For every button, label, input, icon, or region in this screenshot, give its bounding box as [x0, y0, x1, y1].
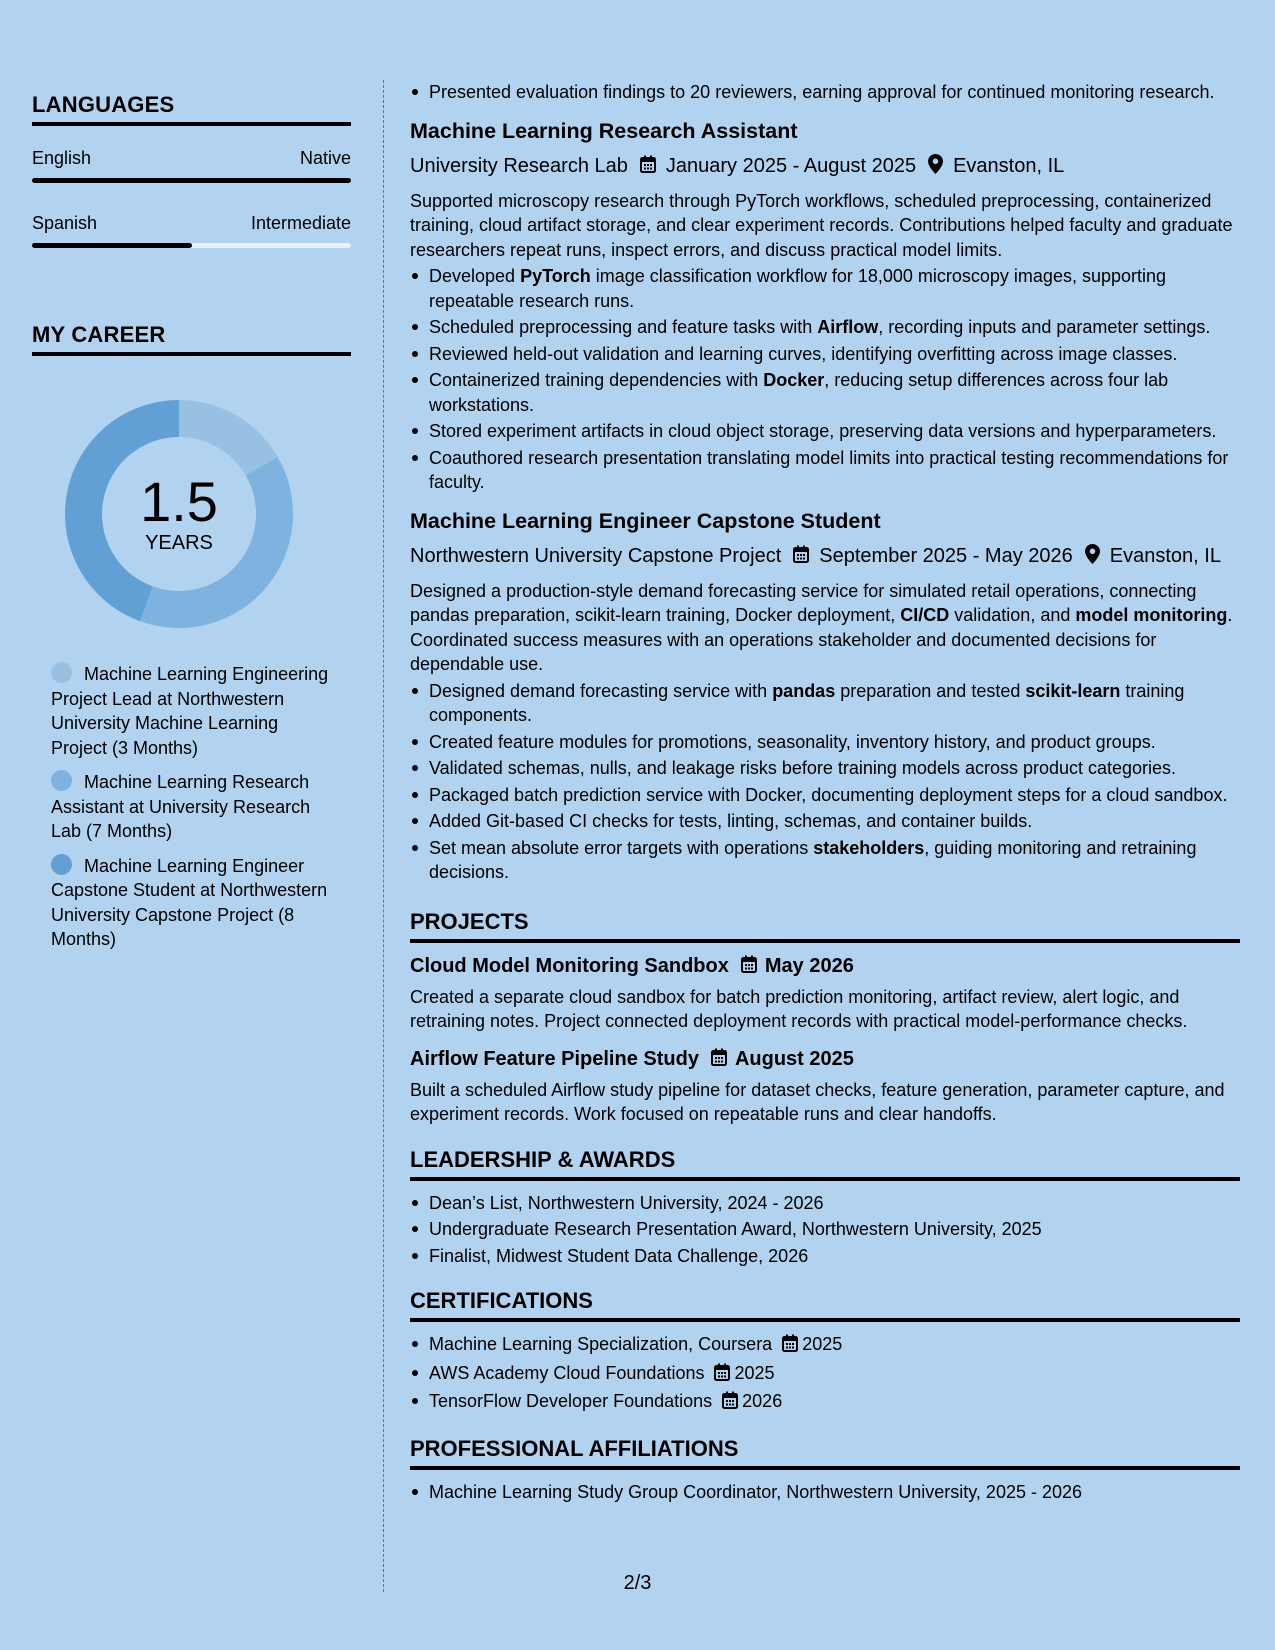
bold-text: stakeholders: [813, 837, 925, 858]
legend-color-dot: [51, 662, 72, 683]
job-bullets: [410, 679, 1240, 885]
award-item: Undergraduate Research Presentation Award, Northwestern University, 2025: [410, 1217, 1240, 1242]
donut-center: [65, 470, 293, 555]
career-total-value: 1.5: [140, 470, 218, 533]
main-column: [410, 80, 1240, 1506]
text-run: Containerized training dependencies with: [429, 370, 764, 390]
bullet-item: [410, 264, 1240, 313]
legend-label: Machine Learning Engineer Capstone Student at Northwestern University Capstone Project (8 Months): [51, 855, 328, 949]
page-number: 2/3: [623, 1572, 652, 1594]
job-dates: January 2025 - August 2025: [665, 155, 917, 177]
certification-item: [410, 1361, 1240, 1388]
certifications-heading: CERTIFICATIONS: [410, 1288, 1240, 1322]
bold-text: pandas: [772, 680, 836, 701]
awards-list: [410, 1191, 1240, 1269]
calendar-icon: [741, 955, 757, 979]
affiliation-item: Machine Learning Study Group Coordinator, Northwestern University, 2025 - 2026: [410, 1480, 1240, 1505]
project-title: Airflow Feature Pipeline Study: [410, 1048, 699, 1070]
bold-text: Airflow: [817, 317, 879, 337]
legend-label: Machine Learning Engineering Project Lead at Northwestern University Machine Learning Project (3 Months): [51, 664, 329, 758]
job-organization: Northwestern University Capstone Project: [410, 545, 782, 567]
text-run: Packaged batch prediction service with Docker, documenting deployment steps for a cloud sandbox.: [429, 784, 1228, 805]
bullet-item: [410, 730, 1240, 755]
job-summary: [410, 189, 1240, 263]
bullet-item: [410, 679, 1240, 728]
career-donut-segment: [179, 400, 278, 476]
job-title: Machine Learning Research Assistant: [410, 118, 798, 143]
job-entry: [410, 509, 1240, 885]
text-run: Created feature modules for promotions, seasonality, inventory history, and product groups.: [429, 731, 1156, 752]
certifications-list: [410, 1332, 1240, 1416]
bold-text: CI/CD: [900, 605, 950, 625]
language-row: [32, 213, 351, 234]
project-description: Created a separate cloud sandbox for batch prediction monitoring, artifact review, alert logic, and retraining notes. Project connected deployment records with practical model-performance checks.: [410, 986, 1188, 1031]
text-run: training components.: [429, 680, 1185, 725]
job-organization: University Research Lab: [410, 155, 628, 177]
text-run: Developed: [429, 266, 521, 286]
certification-year: 2025: [734, 1362, 775, 1383]
career-heading: MY CAREER: [32, 322, 351, 356]
text-run: , reducing setup differences across four lab workstations.: [429, 370, 1169, 415]
certification-name: AWS Academy Cloud Foundations: [429, 1362, 705, 1383]
language-level: Native: [299, 148, 351, 168]
projects-heading: PROJECTS: [410, 909, 1240, 943]
certification-year: 2025: [802, 1334, 843, 1354]
text-run: , recording inputs and parameter settings.: [878, 317, 1211, 337]
career-total-unit: YEARS: [145, 532, 213, 554]
calendar-icon: [640, 155, 656, 179]
career-legend-item: [51, 854, 331, 952]
project-title-row: [410, 955, 1240, 979]
bold-text: model monitoring: [1075, 605, 1228, 625]
calendar-icon: [782, 1334, 798, 1359]
award-item: Finalist, Midwest Student Data Challenge, 2026: [410, 1244, 1240, 1269]
text-run: image classification workflow for 18,000 microscopy images, supporting repeatable research runs.: [429, 266, 1167, 311]
affiliations-heading: PROFESSIONAL AFFILIATIONS: [410, 1436, 1240, 1470]
bullet-item: [410, 756, 1240, 781]
bullet-item: Presented evaluation findings to 20 reviewers, earning approval for continued monitoring research.: [410, 80, 1240, 105]
job-location: Evanston, IL: [953, 155, 1065, 177]
project-date: August 2025: [734, 1048, 854, 1070]
text-run: Stored experiment artifacts in cloud object storage, preserving data versions and hyperparameters.: [429, 421, 1217, 441]
text-run: validation, and: [949, 605, 1076, 625]
legend-label: Machine Learning Research Assistant at University Research Lab (7 Months): [51, 772, 311, 841]
text-run: , guiding monitoring and retraining decisions.: [429, 837, 1197, 882]
projects-list: [410, 955, 1240, 1127]
job-summary: [410, 579, 1240, 677]
certification-name: Machine Learning Specialization, Coursera: [429, 1334, 773, 1354]
bullet-item: [410, 836, 1240, 885]
bullet-item: [410, 315, 1240, 340]
legend-color-dot: [51, 770, 72, 791]
calendar-icon: [793, 545, 809, 569]
bullet-item: [410, 783, 1240, 808]
experience-list: [410, 119, 1240, 885]
career-legend-item: [51, 770, 331, 844]
job-meta: [410, 154, 1240, 180]
column-divider: [383, 80, 384, 1592]
language-name: Spanish: [32, 213, 98, 233]
award-item: Dean’s List, Northwestern University, 2024 - 2026: [410, 1191, 1240, 1216]
calendar-icon: [714, 1363, 730, 1388]
sidebar: [32, 92, 351, 962]
text-run: Reviewed held-out validation and learning curves, identifying overfitting across image classes.: [429, 343, 1178, 364]
bullet-item: [410, 809, 1240, 834]
career-legend-item: [51, 662, 331, 760]
text-run: Designed demand forecasting service with: [429, 680, 773, 701]
bold-text: scikit-learn: [1025, 680, 1121, 701]
project-title: Cloud Model Monitoring Sandbox: [410, 955, 729, 977]
text-run: Designed a production-style demand forecasting service for simulated retail operations, connecting pandas preparation, scikit-learn training, Docker deployment,: [410, 580, 1197, 625]
calendar-icon: [722, 1391, 738, 1416]
languages-heading: LANGUAGES: [32, 92, 351, 126]
language-name: English: [32, 148, 92, 168]
job-dates: September 2025 - May 2026: [819, 545, 1073, 567]
language-proficiency-bar: [32, 243, 351, 248]
job-meta: [410, 544, 1240, 570]
career-legend: [51, 662, 331, 952]
text-run: Added Git-based CI checks for tests, linting, schemas, and container builds.: [429, 811, 1033, 831]
map-pin-icon: [928, 154, 943, 180]
project-description: Built a scheduled Airflow study pipeline for dataset checks, feature generation, parameter capture, and experiment records. Work focused on repeatable runs and clear handoffs.: [410, 1079, 1225, 1124]
text-run: Scheduled preprocessing and feature tasks with: [429, 317, 818, 337]
certification-name: TensorFlow Developer Foundations: [429, 1391, 713, 1411]
text-run: Coauthored research presentation translating model limits into practical testing recommendations for faculty.: [429, 447, 1229, 492]
text-run: Supported microscopy research through PyTorch workflows, scheduled preprocessing, containerized training, cloud artifact storage, and clear experiment records. Contributions helped faculty and graduate researchers repeat runs, inspect errors, and discuss practical model limits.: [410, 190, 1233, 260]
bullet-item: [410, 419, 1240, 444]
bold-text: Docker: [763, 370, 825, 390]
languages-list: [32, 148, 351, 248]
job-title: Machine Learning Engineer Capstone Student: [410, 508, 881, 533]
affiliations-list: [410, 1480, 1240, 1505]
language-level: Intermediate: [250, 213, 351, 233]
legend-color-dot: [51, 854, 72, 875]
project-title-row: [410, 1048, 1240, 1072]
certification-item: [410, 1332, 1240, 1359]
map-pin-icon: [1085, 544, 1100, 570]
bold-text: PyTorch: [520, 266, 591, 286]
text-run: preparation and tested: [835, 680, 1026, 701]
continued-bullets: [410, 80, 1240, 105]
awards-heading: LEADERSHIP & AWARDS: [410, 1147, 1240, 1181]
language-row: [32, 148, 351, 169]
text-run: . Coordinated success measures with an operations stakeholder and documented decisions for dependable use.: [410, 605, 1233, 674]
job-location: Evanston, IL: [1109, 545, 1221, 567]
bullet-item: [410, 342, 1240, 367]
language-proficiency-bar: [32, 178, 351, 183]
project-date: May 2026: [764, 955, 854, 977]
career-donut-chart: [65, 400, 293, 628]
certification-year: 2026: [742, 1391, 783, 1411]
text-run: Validated schemas, nulls, and leakage risks before training models across product categories.: [429, 758, 1177, 778]
certification-item: [410, 1389, 1240, 1416]
job-entry: [410, 119, 1240, 495]
bullet-item: [410, 368, 1240, 417]
text-run: Set mean absolute error targets with operations: [429, 837, 814, 858]
language-proficiency-fill: [32, 178, 351, 183]
bullet-item: [410, 446, 1240, 495]
job-bullets: [410, 264, 1240, 495]
calendar-icon: [711, 1048, 727, 1072]
language-proficiency-fill: [32, 243, 192, 248]
